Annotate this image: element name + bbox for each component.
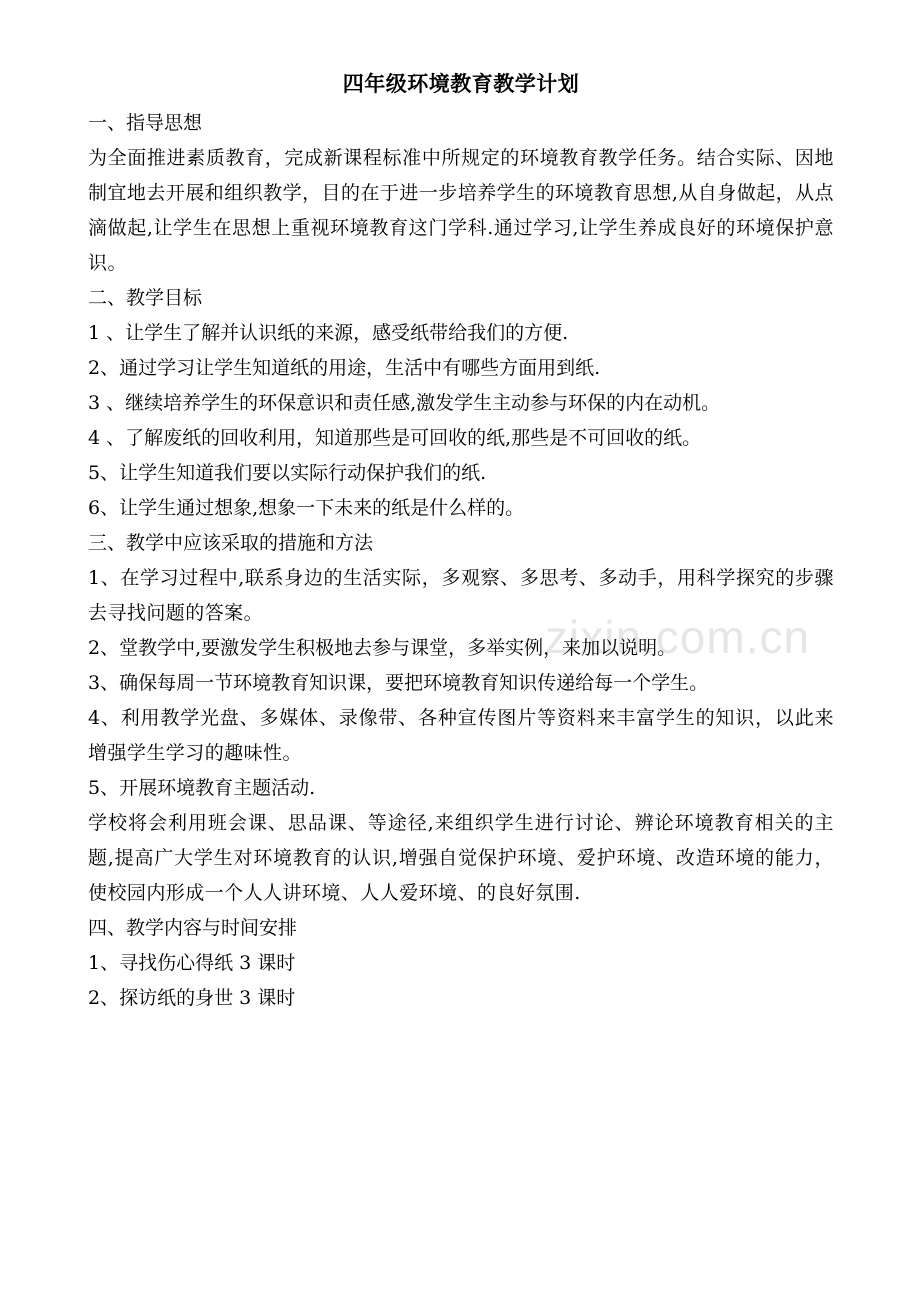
list-item: 6、让学生通过想象,想象一下未来的纸是什么样的。 bbox=[88, 497, 525, 519]
list-item: 3、确保每周一节环境教育知识课，要把环境教育知识传递给每一个学生。 bbox=[88, 672, 709, 694]
section-teaching-goals bbox=[88, 281, 834, 526]
list-item: 3 、继续培养学生的环保意识和责任感,激发学生主动参与环保的内在动机。 bbox=[88, 392, 721, 414]
list-item: 5、让学生知道我们要以实际行动保护我们的纸. bbox=[88, 462, 487, 484]
section-heading: 一、指导思想 bbox=[88, 112, 203, 134]
section-heading: 三、教学中应该采取的措施和方法 bbox=[88, 532, 374, 554]
list-item: 4、利用教学光盘、多媒体、录像带、各种宣传图片等资料来丰富学生的知识，以此来增强学生学习的趣味性。 bbox=[88, 707, 834, 764]
list-item: 1、在学习过程中,联系身边的生活实际，多观察、多思考、多动手，用科学探究的步骤去寻找问题的答案。 bbox=[88, 567, 834, 624]
paragraph: 为全面推进素质教育，完成新课程标准中所规定的环境教育教学任务。结合实际、因地制宜地去开展和组织教学，目的在于进一步培养学生的环境教育思想,从自身做起，从点滴做起,让学生在思想上重视环境教育这门学科.通过学习,让学生养成良好的环境保护意识。 bbox=[88, 147, 834, 274]
section-heading: 二、教学目标 bbox=[88, 287, 203, 309]
list-item: 2、探访纸的身世 3 课时 bbox=[88, 987, 296, 1009]
section-heading: 四、教学内容与时间安排 bbox=[88, 917, 298, 939]
list-item: 2、堂教学中,要激发学生积极地去参与课堂，多举实例，来加以说明。 bbox=[88, 637, 677, 659]
watermark: zixin.com.cn bbox=[545, 611, 811, 663]
document-title: 四年级环境教育教学计划 bbox=[342, 71, 580, 96]
list-item: 2、通过学习让学生知道纸的用途，生活中有哪些方面用到纸. bbox=[88, 357, 601, 379]
section-measures-methods bbox=[88, 526, 834, 911]
section-guiding-thought bbox=[88, 106, 834, 281]
paragraph: 学校将会利用班会课、思品课、等途径,来组织学生进行讨论、辨论环境教育相关的主题,提高广大学生对环境教育的认识,增强自觉保护环境、爱护环境、改造环境的能力，使校园内形成一个人人讲环境、人人爱环境、的良好氛围. bbox=[88, 812, 834, 904]
list-item: 4 、了解废纸的回收利用，知道那些是可回收的纸,那些是不可回收的纸。 bbox=[88, 427, 702, 449]
list-item: 5、开展环境教育主题活动. bbox=[88, 777, 316, 799]
section-content-schedule bbox=[88, 911, 834, 1016]
list-item: 1 、让学生了解并认识纸的来源，感受纸带给我们的方便. bbox=[88, 322, 569, 344]
document-page bbox=[88, 62, 834, 1016]
list-item: 1、寻找伤心得纸 3 课时 bbox=[88, 952, 296, 974]
